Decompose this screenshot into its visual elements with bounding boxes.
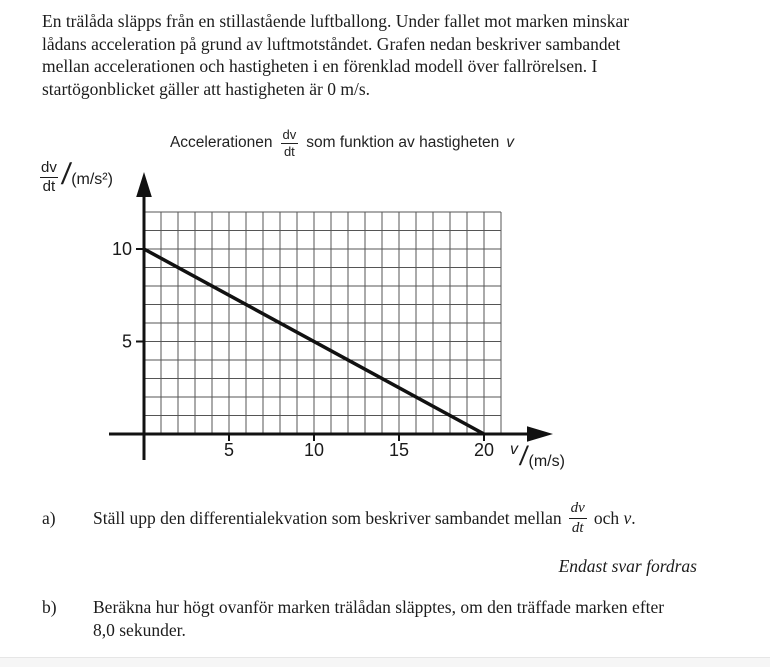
question-b-line: 8,0 sekunder. — [93, 620, 186, 640]
intro-line: lådans acceleration på grund av luftmotståndet. Grafen nedan beskriver sambandet — [42, 33, 621, 54]
dv-dt-fraction — [38, 160, 60, 195]
intro-line: startögonblicket gäller att hastigheten är 0 m/s. — [42, 78, 371, 99]
question-b-label: b) — [42, 597, 57, 617]
x-tick-label: 5 — [223, 440, 235, 460]
y-axis-unit: (m/s²) — [71, 171, 113, 188]
fraction-numerator: dv — [41, 159, 57, 176]
question-b — [42, 596, 754, 642]
graph-title-variable: v — [506, 134, 515, 151]
fraction-denominator: dt — [40, 177, 59, 195]
fraction-numerator: dv — [570, 500, 585, 516]
question-a-text — [93, 500, 636, 538]
fraction-denominator: dt — [569, 518, 587, 537]
y-axis-arrow-icon — [136, 172, 152, 197]
tail-word: och — [593, 508, 620, 529]
fraction-denominator: dt — [281, 143, 298, 159]
dv-dt-fraction — [280, 128, 300, 158]
intro-line: mellan accelerationen och hastigheten i en förenklad modell över fallrörelsen. I — [42, 56, 598, 76]
dv-dt-fraction — [568, 500, 588, 538]
question-a-body: Ställ upp den differentialekvation som beskriver sambandet mellan — [93, 508, 562, 529]
slash-divider: / — [517, 441, 530, 471]
question-a-tail — [594, 507, 636, 530]
graph-title-prefix: Accelerationen — [169, 134, 273, 151]
graph-title — [112, 126, 572, 160]
intro-paragraph — [42, 10, 748, 100]
question-b-line: Beräkna hur högt ovanför marken trälådan släpptes, om den träffade marken efter — [93, 597, 665, 617]
x-axis-variable: v — [510, 441, 518, 458]
tail-period: . — [631, 508, 636, 529]
tail-variable: v — [623, 508, 632, 529]
question-a — [42, 500, 754, 538]
slash-divider: / — [59, 158, 73, 191]
tick-labels — [112, 239, 494, 460]
acceleration-velocity-graph — [78, 163, 578, 473]
grid — [144, 212, 501, 434]
fraction-numerator: dv — [282, 126, 297, 142]
scan-bottom-strip — [0, 657, 770, 667]
intro-line: En trälåda släpps från en stillastående luftballong. Under fallet mot marken minskar — [42, 11, 630, 31]
y-tick-label: 5 — [121, 331, 132, 352]
answer-only-note: Endast svar fordras — [558, 556, 697, 576]
x-tick-label: 15 — [388, 440, 410, 460]
x-axis-unit: (m/s) — [528, 453, 565, 470]
graph-title-suffix: som funktion av hastigheten — [306, 134, 500, 151]
x-tick-label: 20 — [473, 440, 495, 460]
question-b-text — [93, 596, 664, 642]
question-a-label: a) — [42, 508, 56, 529]
y-tick-label: 10 — [111, 239, 132, 259]
x-tick-label: 10 — [303, 440, 325, 460]
x-axis-label — [510, 440, 565, 471]
